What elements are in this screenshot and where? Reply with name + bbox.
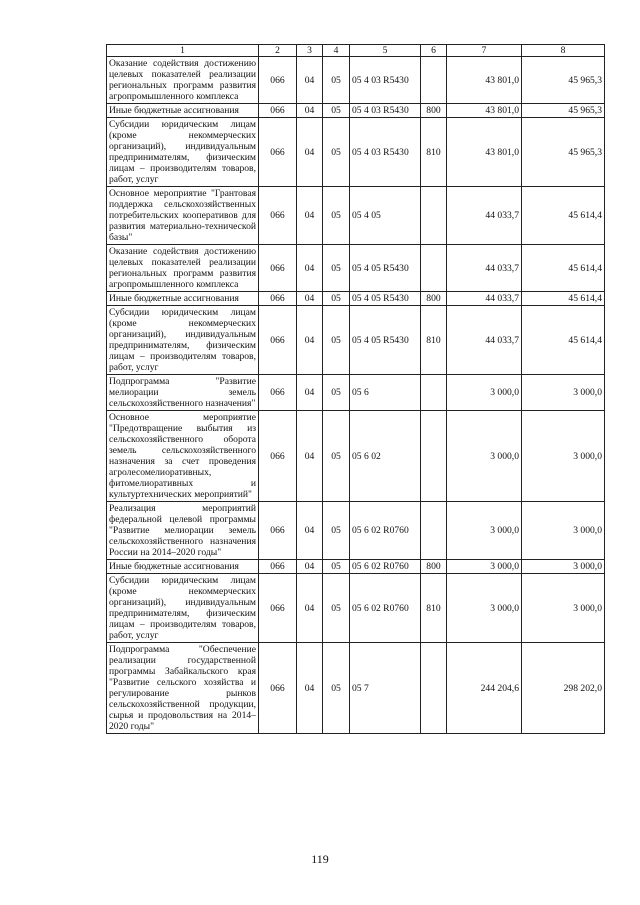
- table-row: [107, 502, 605, 560]
- section-code: 04: [297, 502, 323, 560]
- header-cell: 3: [297, 45, 323, 57]
- admin-code: 066: [259, 292, 297, 306]
- subsection-code: 05: [323, 306, 350, 375]
- amount-year-2: 45 614,4: [522, 187, 605, 245]
- subsection-code: 05: [323, 411, 350, 502]
- amount-year-2: 45 965,3: [522, 104, 605, 118]
- section-code: 04: [297, 560, 323, 574]
- table-row: [107, 245, 605, 292]
- section-code: 04: [297, 104, 323, 118]
- amount-year-2: 45 614,4: [522, 245, 605, 292]
- item-name: Подпрограмма "Развитие мелиорации земель сельскохозяйственного назначения": [107, 375, 259, 411]
- table-row: [107, 104, 605, 118]
- section-code: 04: [297, 411, 323, 502]
- admin-code: 066: [259, 187, 297, 245]
- amount-year-2: 3 000,0: [522, 574, 605, 643]
- header-cell: 4: [323, 45, 350, 57]
- target-article-code: 05 4 03 R5430: [350, 118, 421, 187]
- table-row: [107, 187, 605, 245]
- admin-code: 066: [259, 57, 297, 104]
- amount-year-1: 43 801,0: [447, 118, 522, 187]
- budget-table: [106, 44, 605, 734]
- target-article-code: 05 6 02 R0760: [350, 574, 421, 643]
- amount-year-1: 3 000,0: [447, 411, 522, 502]
- table-row: [107, 57, 605, 104]
- section-code: 04: [297, 574, 323, 643]
- section-code: 04: [297, 306, 323, 375]
- item-name: Субсидии юридическим лицам (кроме некоммерческих организаций), индивидуальным предпринимателям, физическим лицам – производителям товаров, работ, услуг: [107, 118, 259, 187]
- expense-type-code: 810: [421, 574, 447, 643]
- item-name: Субсидии юридическим лицам (кроме некоммерческих организаций), индивидуальным предпринимателям, физическим лицам – производителям товаров, работ, услуг: [107, 306, 259, 375]
- amount-year-1: 43 801,0: [447, 104, 522, 118]
- section-code: 04: [297, 375, 323, 411]
- target-article-code: 05 4 05 R5430: [350, 292, 421, 306]
- admin-code: 066: [259, 643, 297, 734]
- admin-code: 066: [259, 560, 297, 574]
- amount-year-2: 45 965,3: [522, 57, 605, 104]
- table-row: [107, 375, 605, 411]
- expense-type-code: [421, 411, 447, 502]
- target-article-code: 05 4 05 R5430: [350, 306, 421, 375]
- amount-year-2: 3 000,0: [522, 375, 605, 411]
- amount-year-1: 3 000,0: [447, 502, 522, 560]
- admin-code: 066: [259, 574, 297, 643]
- header-cell: 7: [447, 45, 522, 57]
- section-code: 04: [297, 643, 323, 734]
- table-row: [107, 643, 605, 734]
- expense-type-code: [421, 245, 447, 292]
- item-name: Иные бюджетные ассигнования: [107, 104, 259, 118]
- expense-type-code: [421, 57, 447, 104]
- header-cell: 6: [421, 45, 447, 57]
- amount-year-1: 44 033,7: [447, 245, 522, 292]
- expense-type-code: 810: [421, 306, 447, 375]
- item-name: Подпрограмма "Обеспечение реализации государственной программы Забайкальского края "Развитие сельского хозяйства и регулирование рынков сельскохозяйственной продукции, сырья и продовольствия на 2014–2020 годы": [107, 643, 259, 734]
- table-row: [107, 411, 605, 502]
- table-body: [107, 45, 605, 734]
- admin-code: 066: [259, 104, 297, 118]
- header-cell: 8: [522, 45, 605, 57]
- amount-year-1: 244 204,6: [447, 643, 522, 734]
- amount-year-2: 3 000,0: [522, 560, 605, 574]
- target-article-code: 05 6 02 R0760: [350, 560, 421, 574]
- amount-year-2: 45 965,3: [522, 118, 605, 187]
- header-row: [107, 45, 605, 57]
- amount-year-1: 43 801,0: [447, 57, 522, 104]
- amount-year-2: 3 000,0: [522, 502, 605, 560]
- section-code: 04: [297, 187, 323, 245]
- section-code: 04: [297, 118, 323, 187]
- target-article-code: 05 6 02: [350, 411, 421, 502]
- amount-year-2: 45 614,4: [522, 292, 605, 306]
- header-cell: 1: [107, 45, 259, 57]
- item-name: Иные бюджетные ассигнования: [107, 560, 259, 574]
- subsection-code: 05: [323, 643, 350, 734]
- expense-type-code: [421, 187, 447, 245]
- subsection-code: 05: [323, 245, 350, 292]
- item-name: Реализация мероприятий федеральной целевой программы "Развитие мелиорации земель сельскохозяйственного назначения России на 2014–2020 годы": [107, 502, 259, 560]
- subsection-code: 05: [323, 104, 350, 118]
- amount-year-1: 3 000,0: [447, 375, 522, 411]
- target-article-code: 05 4 05 R5430: [350, 245, 421, 292]
- target-article-code: 05 4 05: [350, 187, 421, 245]
- header-cell: 2: [259, 45, 297, 57]
- subsection-code: 05: [323, 375, 350, 411]
- subsection-code: 05: [323, 292, 350, 306]
- section-code: 04: [297, 245, 323, 292]
- table-row: [107, 574, 605, 643]
- expense-type-code: 800: [421, 560, 447, 574]
- amount-year-2: 298 202,0: [522, 643, 605, 734]
- table-row: [107, 560, 605, 574]
- subsection-code: 05: [323, 118, 350, 187]
- amount-year-1: 44 033,7: [447, 292, 522, 306]
- item-name: Оказание содействия достижению целевых показателей реализации региональных программ развития агропромышленного комплекса: [107, 57, 259, 104]
- expense-type-code: 810: [421, 118, 447, 187]
- subsection-code: 05: [323, 502, 350, 560]
- admin-code: 066: [259, 118, 297, 187]
- target-article-code: 05 4 03 R5430: [350, 57, 421, 104]
- amount-year-1: 3 000,0: [447, 574, 522, 643]
- item-name: Основное мероприятие "Предотвращение выбытия из сельскохозяйственного оборота земель сельскохозяйственного назначения за счет проведения агролесомелиоративных, фитомелиоративных и культуртехнических мероприятий": [107, 411, 259, 502]
- amount-year-1: 44 033,7: [447, 187, 522, 245]
- subsection-code: 05: [323, 57, 350, 104]
- table-row: [107, 292, 605, 306]
- expense-type-code: [421, 375, 447, 411]
- target-article-code: 05 6 02 R0760: [350, 502, 421, 560]
- amount-year-2: 3 000,0: [522, 411, 605, 502]
- admin-code: 066: [259, 245, 297, 292]
- admin-code: 066: [259, 411, 297, 502]
- admin-code: 066: [259, 502, 297, 560]
- section-code: 04: [297, 292, 323, 306]
- section-code: 04: [297, 57, 323, 104]
- subsection-code: 05: [323, 574, 350, 643]
- header-cell: 5: [350, 45, 421, 57]
- table-row: [107, 118, 605, 187]
- target-article-code: 05 4 03 R5430: [350, 104, 421, 118]
- page-number: 119: [311, 852, 329, 866]
- expense-type-code: [421, 643, 447, 734]
- item-name: Основное мероприятие "Грантовая поддержка сельскохозяйственных потребительских кооперативов для развития материально-технической базы": [107, 187, 259, 245]
- target-article-code: 05 7: [350, 643, 421, 734]
- expense-type-code: [421, 502, 447, 560]
- amount-year-1: 44 033,7: [447, 306, 522, 375]
- expense-type-code: 800: [421, 104, 447, 118]
- admin-code: 066: [259, 306, 297, 375]
- expense-type-code: 800: [421, 292, 447, 306]
- target-article-code: 05 6: [350, 375, 421, 411]
- amount-year-1: 3 000,0: [447, 560, 522, 574]
- admin-code: 066: [259, 375, 297, 411]
- item-name: Оказание содействия достижению целевых показателей реализации региональных программ развития агропромышленного комплекса: [107, 245, 259, 292]
- subsection-code: 05: [323, 187, 350, 245]
- item-name: Иные бюджетные ассигнования: [107, 292, 259, 306]
- subsection-code: 05: [323, 560, 350, 574]
- amount-year-2: 45 614,4: [522, 306, 605, 375]
- item-name: Субсидии юридическим лицам (кроме некоммерческих организаций), индивидуальным предпринимателям, физическим лицам – производителям товаров, работ, услуг: [107, 574, 259, 643]
- table-row: [107, 306, 605, 375]
